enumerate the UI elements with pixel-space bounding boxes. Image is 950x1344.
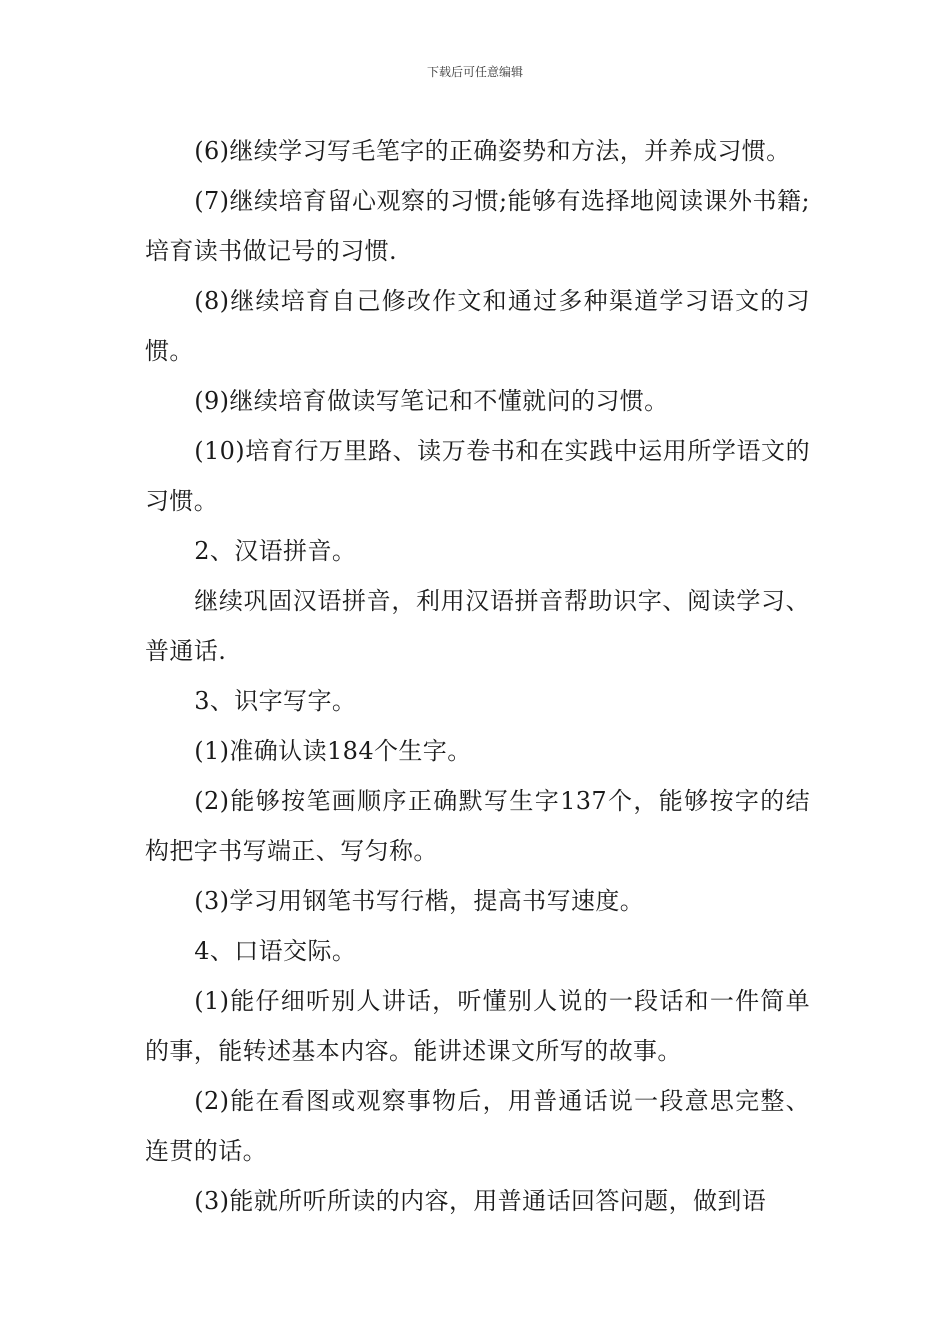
paragraph: (7)继续培育留心观察的习惯;能够有选择地阅读课外书籍;培育读书做记号的习惯. (145, 187, 810, 265)
page-header: 下载后可任意编辑 (426, 65, 523, 79)
paragraph: (1)准确认读184个生字。 (194, 737, 472, 765)
paragraph: (2)能够按笔画顺序正确默写生字137个，能够按字的结构把字书写端正、写匀称。 (145, 787, 810, 865)
paragraph: (2)能在看图或观察事物后，用普通话说一段意思完整、连贯的话。 (145, 1087, 810, 1165)
paragraph: 继续巩固汉语拼音，利用汉语拼音帮助识字、阅读学习、普通话. (145, 587, 810, 665)
document-body (145, 126, 810, 1226)
paragraph: (3)学习用钢笔书写行楷，提高书写速度。 (194, 887, 645, 915)
paragraph: (9)继续培育做读写笔记和不懂就问的习惯。 (194, 387, 669, 415)
paragraph: (3)能就所听所读的内容，用普通话回答问题，做到语 (194, 1187, 767, 1215)
section-heading: 4、口语交际。 (194, 937, 357, 965)
section-heading: 3、识字写字。 (194, 687, 357, 715)
paragraph: (6)继续学习写毛笔字的正确姿势和方法，并养成习惯。 (194, 137, 791, 165)
section-heading: 2、汉语拼音。 (194, 537, 357, 565)
paragraph: (10)培育行万里路、读万卷书和在实践中运用所学语文的习惯。 (145, 437, 810, 515)
paragraph: (1)能仔细听别人讲话，听懂别人说的一段话和一件简单的事，能转述基本内容。能讲述课文所写的故事。 (145, 987, 810, 1065)
paragraph: (8)继续培育自己修改作文和通过多种渠道学习语文的习惯。 (145, 287, 810, 365)
